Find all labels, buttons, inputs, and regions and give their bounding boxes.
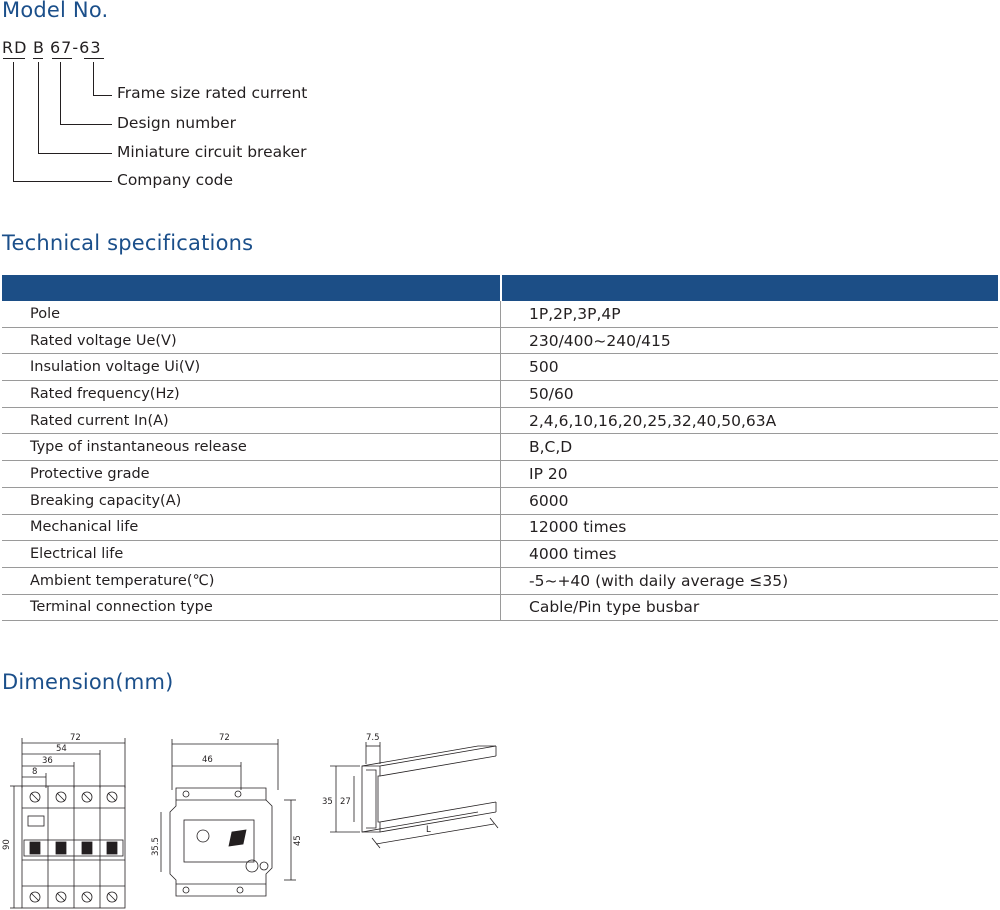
table-row [2,327,998,354]
side-view-drawing [161,739,296,896]
legend-frame-size: Frame size rated current [117,84,308,102]
dim-label-72: 72 [70,733,81,743]
spec-param: Insulation voltage Ui(V) [2,354,501,381]
spec-param: Pole [2,301,501,327]
spec-param: Mechanical life [2,514,501,541]
spec-table [2,275,998,621]
code-underline [3,58,25,59]
table-row [2,541,998,568]
spec-param: Ambient temperature(℃) [2,567,501,594]
spec-param: Rated voltage Ue(V) [2,327,501,354]
dimension-heading: Dimension(mm) [2,670,174,694]
table-row [2,567,998,594]
dim-label-35-5: 35.5 [151,837,161,856]
table-row [2,461,998,488]
dim-label-46: 46 [202,755,213,765]
spec-value: B,C,D [501,434,999,461]
dim-label-54: 54 [56,744,67,754]
specs-heading: Technical specifications [2,231,254,255]
spec-param: Electrical life [2,541,501,568]
leader-line [13,62,112,182]
spec-value: 230/400~240/415 [501,327,999,354]
spec-param: Type of instantaneous release [2,434,501,461]
spec-value: -5~+40 (with daily average ≤35) [501,567,999,594]
code-type: B [33,38,45,57]
code-underline [33,58,43,59]
front-view-drawing [10,738,125,908]
legend-design-number: Design number [117,114,236,132]
spec-value: Cable/Pin type busbar [501,594,999,621]
model-heading: Model No. [2,0,109,22]
table-row [2,354,998,381]
dim-label-35: 35 [322,797,333,807]
legend-company-code: Company code [117,171,234,189]
dim-label-l: L [426,825,431,835]
dim-label-36: 36 [42,756,53,766]
table-row [2,301,998,327]
spec-value: 6000 [501,487,999,514]
spec-param: Rated current In(A) [2,407,501,434]
table-row [2,434,998,461]
spec-value: 12000 times [501,514,999,541]
spec-param: Terminal connection type [2,594,501,621]
table-row [2,407,998,434]
spec-value: 500 [501,354,999,381]
spec-param: Rated frequency(Hz) [2,381,501,408]
code-underline [52,58,72,59]
spec-value: 1P,2P,3P,4P [501,301,999,327]
code-company: RD [2,38,28,57]
spec-header-cell [2,275,501,301]
dim-label-45: 45 [293,835,303,846]
table-row [2,487,998,514]
code-underline [84,58,104,59]
dim-label-8: 8 [32,767,38,777]
spec-value: IP 20 [501,461,999,488]
dim-label-27: 27 [340,797,351,807]
dim-label-72: 72 [219,733,230,743]
table-row [2,514,998,541]
table-row [2,381,998,408]
dim-label-90: 90 [2,839,12,850]
spec-value: 2,4,6,10,16,20,25,32,40,50,63A [501,407,999,434]
dim-label-7-5: 7.5 [366,733,380,743]
din-rail-drawing [330,742,498,848]
spec-value: 50/60 [501,381,999,408]
code-design: 67-63 [50,38,102,57]
spec-header-cell [501,275,999,301]
dimension-drawings [0,720,1000,910]
table-row [2,594,998,621]
spec-value: 4000 times [501,541,999,568]
spec-header-row [2,275,998,301]
spec-param: Protective grade [2,461,501,488]
spec-param: Breaking capacity(A) [2,487,501,514]
legend-mcb: Miniature circuit breaker [117,143,307,161]
